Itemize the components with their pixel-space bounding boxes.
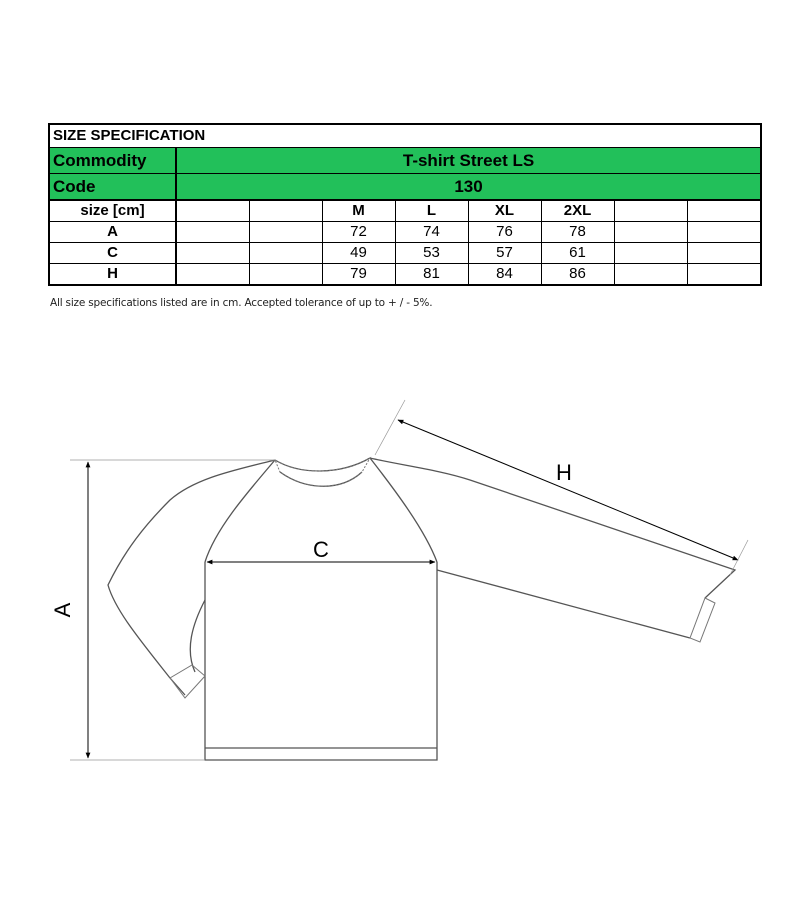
table-cell xyxy=(614,264,687,286)
title-row xyxy=(49,124,761,148)
table-cell xyxy=(176,222,249,243)
dimension-line-h xyxy=(398,420,738,560)
table-title: SIZE SPECIFICATION xyxy=(49,124,761,148)
size-header-cell: 2XL xyxy=(541,200,614,222)
size-specification-table xyxy=(48,123,762,286)
table-cell: 84 xyxy=(468,264,541,286)
table-cell xyxy=(176,243,249,264)
table-cell xyxy=(249,222,322,243)
table-cell: 61 xyxy=(541,243,614,264)
table-cell: 81 xyxy=(395,264,468,286)
table-cell: 76 xyxy=(468,222,541,243)
row-label: H xyxy=(49,264,176,286)
size-header-cell: XL xyxy=(468,200,541,222)
size-header-cell xyxy=(614,200,687,222)
table-cell: 57 xyxy=(468,243,541,264)
table-row xyxy=(49,264,761,286)
size-header-cell xyxy=(176,200,249,222)
table-cell xyxy=(614,222,687,243)
row-label: A xyxy=(49,222,176,243)
tolerance-note: All size specifications listed are in cm. Accepted tolerance of up to + / - 5%. xyxy=(50,297,433,309)
size-header-row xyxy=(49,200,761,222)
table-cell: 53 xyxy=(395,243,468,264)
table-cell xyxy=(249,243,322,264)
cuff-ribbing xyxy=(170,458,715,698)
size-label: size [cm] xyxy=(49,200,176,222)
commodity-value: T-shirt Street LS xyxy=(176,148,761,174)
code-row xyxy=(49,174,761,201)
table-cell: 86 xyxy=(541,264,614,286)
table-row xyxy=(49,222,761,243)
table-cell xyxy=(176,264,249,286)
label-h: H xyxy=(556,460,572,485)
label-c: C xyxy=(313,537,329,562)
size-header-cell: M xyxy=(322,200,395,222)
dimension-tick xyxy=(375,400,405,455)
commodity-label: Commodity xyxy=(49,148,176,174)
size-header-cell xyxy=(687,200,761,222)
label-a: A xyxy=(50,602,75,618)
table-cell: 72 xyxy=(322,222,395,243)
table-cell xyxy=(687,222,761,243)
code-value: 130 xyxy=(176,174,761,201)
table-cell: 74 xyxy=(395,222,468,243)
table-cell: 49 xyxy=(322,243,395,264)
size-header-cell: L xyxy=(395,200,468,222)
table-row xyxy=(49,243,761,264)
table-cell xyxy=(687,264,761,286)
table-cell: 79 xyxy=(322,264,395,286)
tshirt-diagram xyxy=(0,390,800,810)
row-label: C xyxy=(49,243,176,264)
shirt-outline xyxy=(108,458,735,760)
code-label: Code xyxy=(49,174,176,201)
table-cell: 78 xyxy=(541,222,614,243)
commodity-row xyxy=(49,148,761,174)
table-cell xyxy=(614,243,687,264)
table-cell xyxy=(249,264,322,286)
table-cell xyxy=(687,243,761,264)
size-header-cell xyxy=(249,200,322,222)
